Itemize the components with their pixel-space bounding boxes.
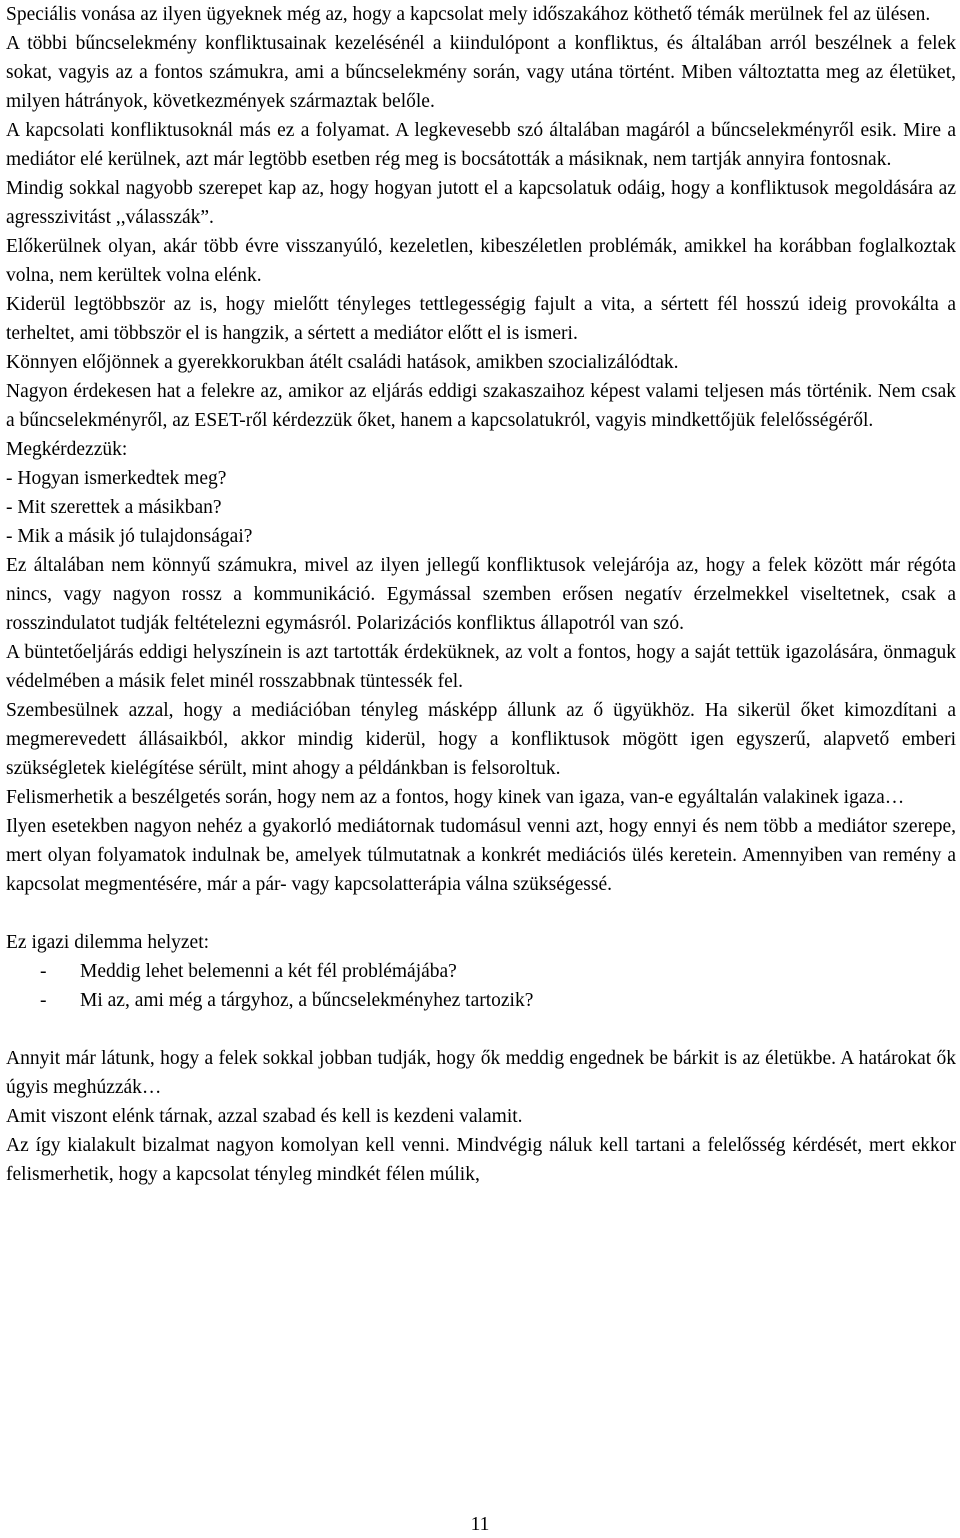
paragraph: Annyit már látunk, hogy a felek sokkal jobban tudják, hogy ők meddig engednek be bárkit is az életükbe. A határokat ők úgyis meghúzzák… <box>6 1048 956 1098</box>
paragraph: A büntetőeljárás eddigi helyszínein is azt tartották érdeküknek, az volt a fontos, hogy a saját tettük igazolására, önmaguk védelmében a másik felet minél rosszabbnak tüntessék fel. <box>6 642 956 692</box>
paragraph: Előkerülnek olyan, akár több évre visszanyúló, kezeletlen, kibeszéletlen problémák, amikkel ha korábban foglalkoztak volna, nem kerültek volna elénk. <box>6 236 956 286</box>
paragraph: Könnyen előjönnek a gyerekkorukban átélt családi hatások, amikben szocializálódtak. <box>6 352 679 373</box>
paragraph: Szembesülnek azzal, hogy a mediációban tényleg másképp állunk az ő ügyükhöz. Ha sikerül őket kimozdítani a megmerevedett állásaikból, akkor mindig kiderül, hogy a konfliktusok mögött igen egyszerű, alapvető emberi szükségletek kielégítése sérült, mint ahogy a példánkban is felsoroltuk. <box>6 700 956 779</box>
dilemma-intro: Ez igazi dilemma helyzet: <box>6 932 210 953</box>
page-number: 11 <box>470 1514 490 1535</box>
blank-line <box>6 1015 956 1044</box>
paragraph: Mindig sokkal nagyobb szerepet kap az, hogy hogyan jutott el a kapcsolatuk odáig, hogy a konfliktusok megoldására az agresszivitást ,,válasszák”. <box>6 178 956 228</box>
dilemma-item-text: Meddig lehet belemenni a két fél problémájába? <box>80 961 457 982</box>
paragraph: Ez általában nem könnyű számukra, mivel az ilyen jellegű konfliktusok velejárója az, hogy a felek között már régóta nincs, vagy nagyon rossz a kommunikáció. Egymással szemben erősen negatív érzelmekkel viseltetnek, csak a rosszindulatot tudják feltételezni egymásról. Polarizációs konfliktus állapotról van szó. <box>6 555 956 634</box>
paragraph: Ilyen esetekben nagyon nehéz a gyakorló mediátornak tudomásul venni azt, hogy ennyi és nem több a mediátor szerepe, mert olyan folyamatok indulnak be, amelyek túlmutatnak a konkrét mediációs ülés keretein. Amennyiben van remény a kapcsolat megmentésére, már a pár- vagy kapcsolatterápia válna szükségessé. <box>6 816 956 895</box>
dash-marker: - <box>40 961 47 982</box>
paragraph: Az így kialakult bizalmat nagyon komolyan kell venni. Mindvégig náluk kell tartani a felelősség kérdését, mert ekkor felismerhetik, hogy a kapcsolat tényleg mindkét félen múlik, <box>6 1135 956 1185</box>
paragraph: Felismerhetik a beszélgetés során, hogy nem az a fontos, hogy kinek van igaza, van-e egyáltalán valakinek igaza… <box>6 787 905 808</box>
dilemma-item <box>40 986 956 1015</box>
paragraph: A kapcsolati konfliktusoknál más ez a folyamat. A legkevesebb szó általában magáról a bűncselekményről esik. Mire a mediátor elé kerülnek, azt már legtöbb esetben rég meg is bocsátották a másiknak, nem tartják annyira fontosnak. <box>6 120 956 170</box>
paragraph: Nagyon érdekesen hat a felekre az, amikor az eljárás eddigi szakaszaihoz képest valami teljesen más történik. Nem csak a bűncselekményről, az ESET-ről kérdezzük őket, hanem a kapcsolatukról, vagyis mindkettőjük felelősségéről. <box>6 381 956 431</box>
question-item: - Hogyan ismerkedtek meg? <box>6 468 227 489</box>
paragraph: Kiderül legtöbbször az is, hogy mielőtt tényleges tettlegességig fajult a vita, a sértett fél hosszú ideig provokálta a terheltet, ami többször el is hangzik, a sértett a mediátor előtt el is ismeri. <box>6 294 956 344</box>
question-intro: Megkérdezzük: <box>6 439 128 460</box>
question-item: - Mit szerettek a másikban? <box>6 497 222 518</box>
paragraph: A többi bűncselekmény konfliktusainak kezelésénél a kiindulópont a konfliktus, és általában arról beszélnek a felek sokat, vagyis az a fontos számukra, ami a bűncselekmény során, vagy utána történt. Miben változtatta meg az életüket, milyen hátrányok, következmények származtak belőle. <box>6 33 956 112</box>
document-page <box>6 0 956 1189</box>
paragraph: Amit viszont elénk tárnak, azzal szabad és kell is kezdeni valamit. <box>6 1106 523 1127</box>
question-item: - Mik a másik jó tulajdonságai? <box>6 526 253 547</box>
dilemma-item-text: Mi az, ami még a tárgyhoz, a bűncselekményhez tartozik? <box>80 990 534 1011</box>
dilemma-item <box>40 957 956 986</box>
dash-marker: - <box>40 990 47 1011</box>
paragraph: Speciális vonása az ilyen ügyeknek még az, hogy a kapcsolat mely időszakához köthető témák merülnek fel az ülésen. <box>6 4 931 25</box>
blank-line <box>6 899 956 928</box>
